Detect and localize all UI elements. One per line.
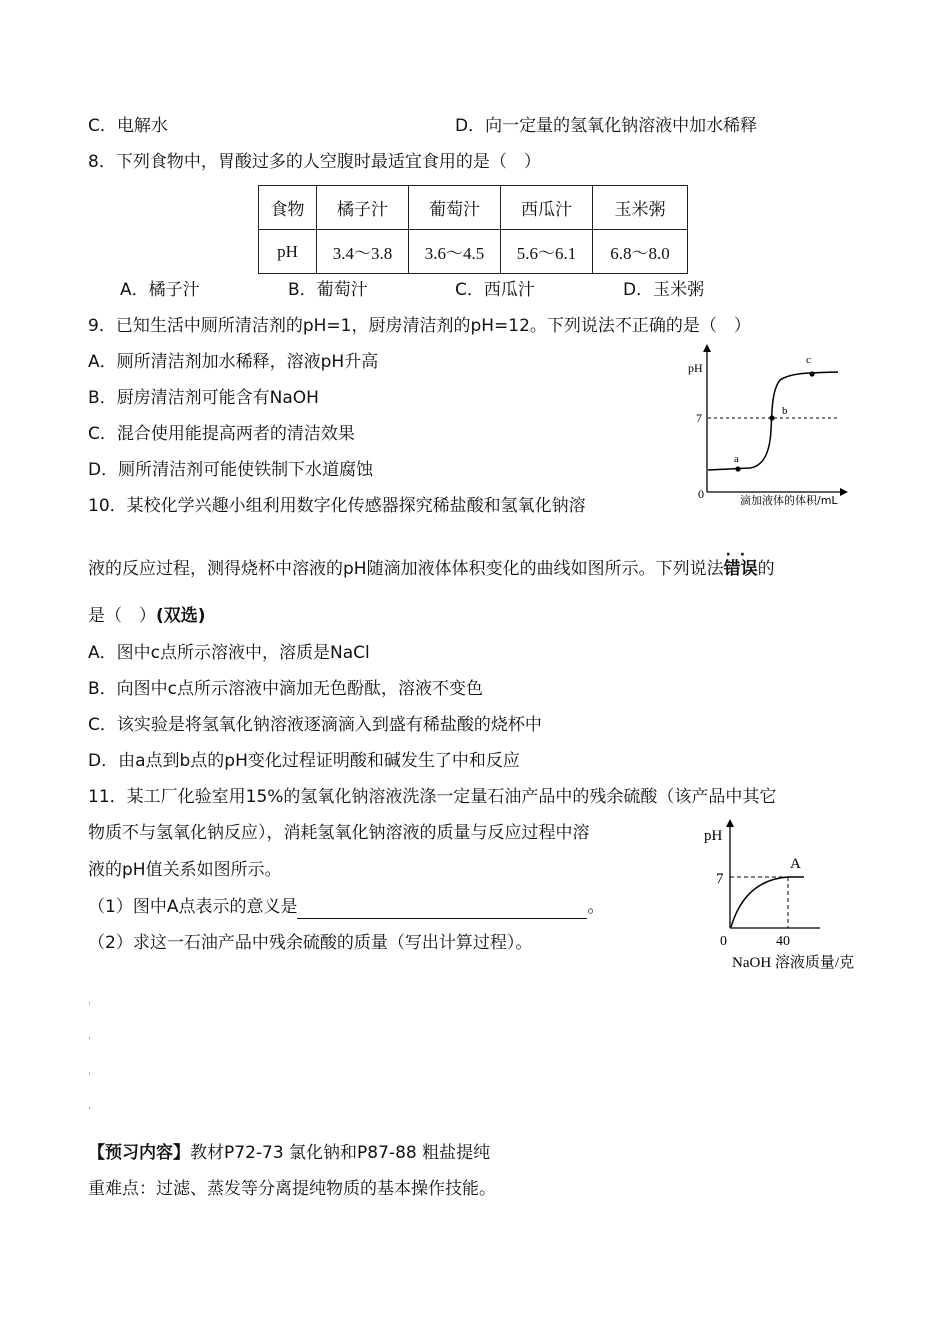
q10-ph-graph	[680, 340, 870, 515]
table-cell: pH	[259, 230, 317, 274]
y-axis-arrow	[726, 819, 734, 827]
q9-stem: 9．已知生活中厕所清洁剂的pH=1，厨房清洁剂的pH=12。下列说法不正确的是（ ）	[88, 316, 751, 336]
x-axis-label: NaOH 溶液质量/克	[732, 955, 855, 971]
q11-sub1-text: （1）图中A点表示的意义是	[88, 897, 298, 917]
point-a-label: a	[734, 453, 739, 465]
table-cell: 食物	[259, 186, 317, 230]
table-cell: 葡萄汁	[409, 186, 501, 230]
preview-label: 【预习内容】	[88, 1143, 190, 1163]
point-c	[809, 371, 814, 376]
q8-option-d: D．玉米粥	[623, 280, 705, 300]
q7-option-d: D．向一定量的氢氧化钠溶液中加水稀释	[455, 116, 758, 136]
paragraph-mark: ˌ	[88, 1030, 91, 1041]
table-header-row	[259, 186, 688, 230]
preview-line	[88, 1141, 490, 1165]
y-axis-label: pH	[704, 828, 723, 844]
point-b	[769, 415, 774, 420]
table-cell: 玉米粥	[593, 186, 688, 230]
table-row	[259, 230, 688, 274]
table-cell: 橘子汁	[317, 186, 409, 230]
q10-stem-answer: 是（ ）	[88, 606, 156, 626]
food-ph-table	[258, 185, 688, 274]
q9-option-b: B．厨房清洁剂可能含有NaOH	[88, 388, 319, 408]
q10-stem-line3	[88, 604, 206, 628]
y-axis-arrow	[703, 344, 711, 352]
answer-blank[interactable]	[297, 900, 587, 919]
q10-stem-text: 液的反应过程，测得烧杯中溶液的pH随滴加液体体积变化的曲线如图所示。下列说法	[88, 559, 724, 579]
point-c-label: c	[806, 354, 811, 366]
q8-stem: 8．下列食物中，胃酸过多的人空腹时最适宜食用的是（ ）	[88, 152, 541, 172]
q10-option-a: A．图中c点所示溶液中，溶质是NaCl	[88, 643, 370, 663]
q11-sub1-end: 。	[587, 897, 605, 917]
emphasis-wrong: · · 错误	[724, 557, 758, 581]
q9-option-c: C．混合使用能提高两者的清洁效果	[88, 424, 355, 444]
q8-option-a: A．橘子汁	[120, 280, 200, 300]
q8-option-c: C．西瓜汁	[455, 280, 535, 300]
q11-stem-line1: 11．某工厂化验室用15%的氢氧化钠溶液洗涤一定量石油产品中的残余硫酸（该产品中其它	[88, 787, 777, 807]
point-a	[735, 466, 740, 471]
x-axis-arrow	[840, 488, 848, 496]
preview-text: 教材P72-73 氯化钠和P87-88 粗盐提纯	[190, 1143, 491, 1163]
x-tick-40: 40	[776, 934, 790, 949]
origin-label: 0	[698, 487, 704, 501]
double-choice-tag: (双选)	[156, 606, 206, 626]
q10-option-c: C．该实验是将氢氧化钠溶液逐滴滴入到盛有稀盐酸的烧杯中	[88, 715, 542, 735]
y-tick-7: 7	[696, 411, 702, 425]
q10-option-d: D．由a点到b点的pH变化过程证明酸和碱发生了中和反应	[88, 751, 520, 771]
point-b-label: b	[782, 405, 788, 417]
ph-curve	[708, 372, 838, 470]
table-cell: 6.8～8.0	[593, 230, 688, 274]
q11-stem-line2: 物质不与氢氧化钠反应），消耗氢氧化钠溶液的质量与反应过程中溶	[88, 823, 590, 843]
q11-stem-line3: 液的pH值关系如图所示。	[88, 860, 282, 880]
table-cell: 3.6～4.5	[409, 230, 501, 274]
q8-option-b: B．葡萄汁	[288, 280, 368, 300]
paragraph-mark: ˌ	[88, 1065, 91, 1076]
q11-ph-graph	[700, 815, 880, 975]
key-points: 重难点：过滤、蒸发等分离提纯物质的基本操作技能。	[88, 1179, 496, 1199]
q11-sub2: （2）求这一石油产品中残余硫酸的质量（写出计算过程）。	[88, 933, 533, 953]
x-axis-label: 滴加液体的体积/mL	[740, 494, 838, 507]
table-cell: 西瓜汁	[501, 186, 593, 230]
paragraph-mark: ˌ	[88, 995, 91, 1006]
q11-sub1	[88, 895, 604, 919]
table-cell: 5.6～6.1	[501, 230, 593, 274]
ph-curve	[731, 877, 804, 927]
q10-stem-line2	[88, 557, 775, 581]
q10-stem-text-end: 的	[757, 559, 775, 579]
y-axis-label: pH	[688, 361, 703, 375]
q9-option-d: D．厕所清洁剂可能使铁制下水道腐蚀	[88, 460, 374, 480]
y-tick-7: 7	[716, 871, 724, 887]
q10-stem-line1: 10．某校化学兴趣小组利用数字化传感器探究稀盐酸和氢氧化钠溶	[88, 496, 586, 516]
paragraph-mark: ˌ	[88, 1100, 91, 1111]
origin-label: 0	[720, 934, 727, 949]
point-a-label: A	[790, 856, 801, 872]
q10-option-b: B．向图中c点所示溶液中滴加无色酚酞，溶液不变色	[88, 679, 484, 699]
q9-option-a: A．厕所清洁剂加水稀释，溶液pH升高	[88, 352, 379, 372]
table-cell: 3.4～3.8	[317, 230, 409, 274]
q7-option-c: C．电解水	[88, 116, 168, 136]
